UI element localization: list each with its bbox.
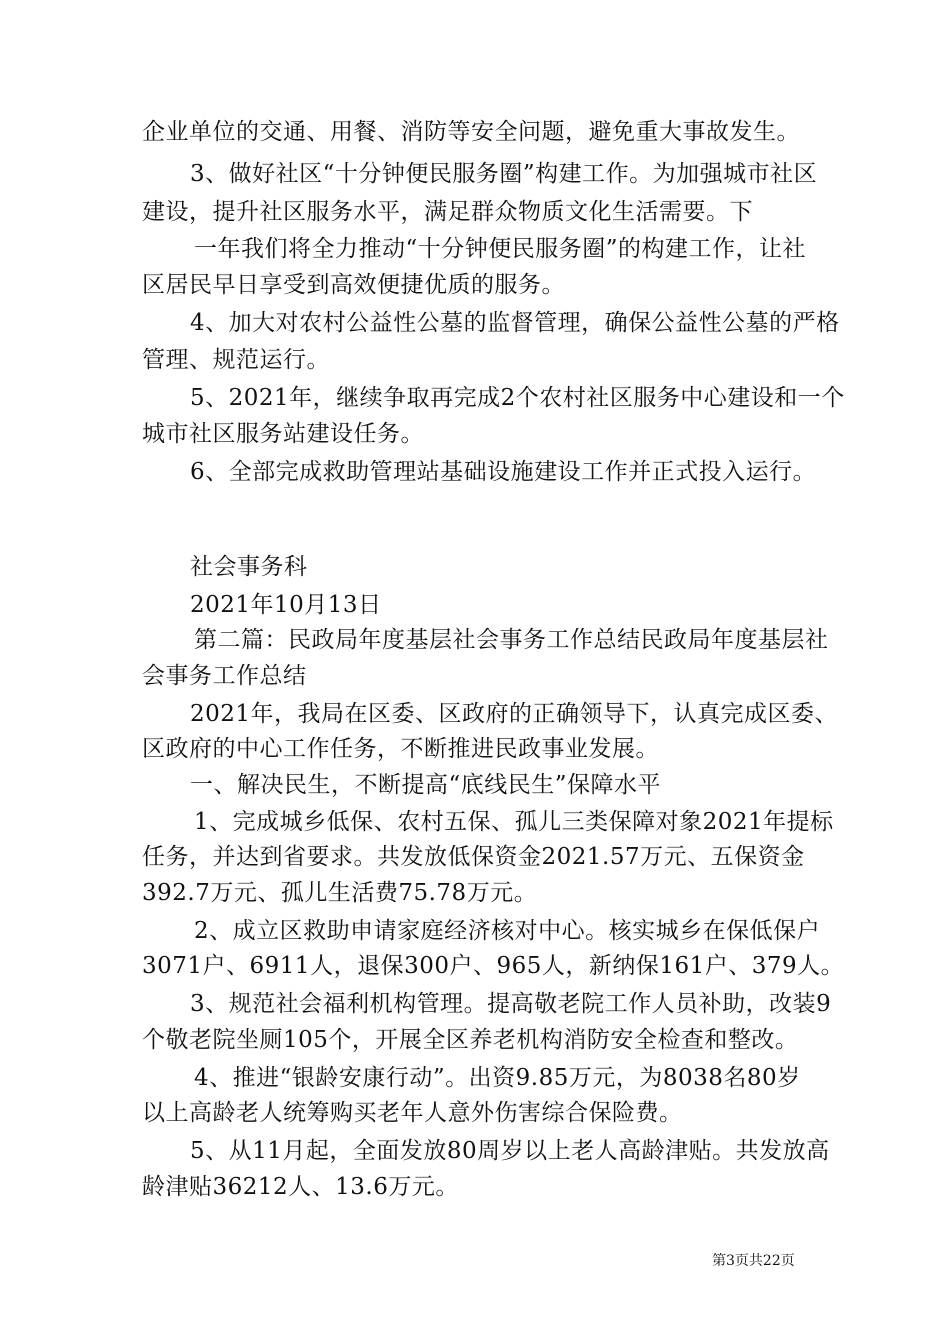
text-line: 管理、规范运行。: [142, 347, 330, 373]
section-title: 第二篇：民政局年度基层社会事务工作总结民政局年度基层社: [194, 627, 829, 653]
text-line: 4、加大对农村公益性公墓的监督管理，确保公益性公墓的严格: [190, 310, 840, 336]
signature-date: 2021年10月13日: [190, 592, 382, 618]
text-line: 3071户、6911人，退保300户、965人，新纳保161户、379人。: [142, 953, 845, 979]
text-line: 建设，提升社区服务水平，满足群众物质文化生活需要。下: [142, 199, 753, 225]
page-number: 第3页共22页: [712, 1253, 795, 1269]
text-line: 5、2021年，继续争取再完成2个农村社区服务中心建设和一个: [190, 385, 845, 411]
text-line: 1、完成城乡低保、农村五保、孤儿三类保障对象2021年提标: [194, 809, 834, 835]
text-line: 5、从11月起，全面发放80周岁以上老人高龄津贴。共发放高: [190, 1138, 830, 1164]
text-line: 区居民早日享受到高效便捷优质的服务。: [142, 272, 565, 298]
text-line: 以上高龄老人统筹购买老年人意外伤害综合保险费。: [142, 1100, 683, 1126]
text-line: 任务，并达到省要求。共发放低保资金2021.57万元、五保资金: [142, 844, 805, 870]
text-line: 区政府的中心工作任务，不断推进民政事业发展。: [142, 736, 659, 762]
department-signature: 社会事务科: [190, 554, 308, 580]
text-line: 392.7万元、孤儿生活费75.78万元。: [142, 880, 538, 906]
text-line: 2021年，我局在区委、区政府的正确领导下，认真完成区委、: [190, 701, 839, 727]
text-line: 4、推进“银龄安康行动”。出资9.85万元，为8038名80岁: [194, 1065, 801, 1091]
text-line: 企业单位的交通、用餐、消防等安全问题，避免重大事故发生。: [142, 119, 800, 145]
text-line: 一年我们将全力推动“十分钟便民服务圈”的构建工作，让社: [194, 236, 807, 262]
text-line: 城市社区服务站建设任务。: [142, 421, 424, 447]
text-line: 3、做好社区“十分钟便民服务圈”构建工作。为加强城市社区: [190, 161, 818, 187]
text-line: 个敬老院坐厕105个，开展全区养老机构消防安全检查和整改。: [142, 1027, 799, 1053]
text-line: 龄津贴36212人、13.6万元。: [142, 1174, 459, 1200]
text-line: 2、成立区救助申请家庭经济核对中心。核实城乡在保低保户: [194, 918, 821, 944]
section-title: 会事务工作总结: [142, 663, 307, 689]
text-line: 一、解决民生，不断提高“底线民生”保障水平: [190, 772, 662, 798]
text-line: 3、规范社会福利机构管理。提高敬老院工作人员补助，改装9: [190, 991, 832, 1017]
text-line: 6、全部完成救助管理站基础设施建设工作并正式投入运行。: [190, 459, 817, 485]
